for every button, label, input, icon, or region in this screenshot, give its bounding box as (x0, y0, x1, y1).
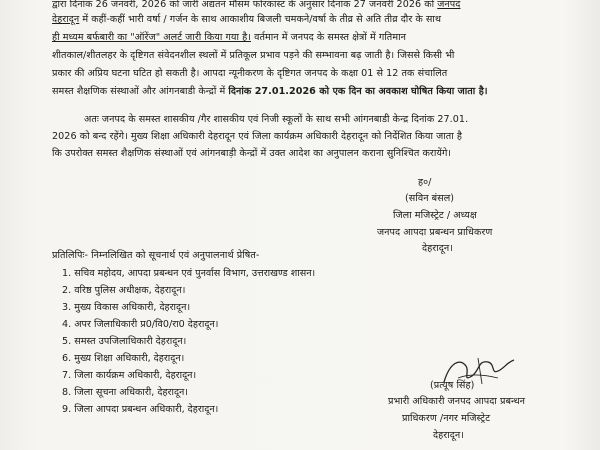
signatory2-place: देहरादून। (433, 430, 464, 441)
copy-to-item: 9. जिला आपदा प्रबन्धन अधिकारी, देहरादून। (62, 404, 219, 415)
signatory1-name: (सविन बंसल) (405, 193, 455, 204)
para1-line4: शीतकाल/शीतलहर के दृष्टिगत संवेदनशील स्थलों में प्रतिकूल प्रभाव पड़ने की सम्भावना बढ़ जाती है। जिससे किसी भी (52, 50, 455, 61)
copy-to-item: 3. मुख्य विकास अधिकारी, देहरादून। (62, 302, 191, 313)
signatory2-name: (प्रत्यूष सिंह) (430, 380, 475, 391)
para1-dehradun-underlined: देहरादून (52, 14, 80, 25)
copy-to-item: 6. मुख्य शिक्षा अधिकारी, देहरादून। (62, 353, 185, 364)
para1-line6 (52, 86, 488, 98)
para2-line3: कि उपरोक्त समस्त शैक्षणिक संस्थाओं एवं आंगनबाड़ी केन्द्रों में उक्त आदेश का अनुपालन कराना सुनिश्चित करायेंगे। (52, 148, 452, 159)
copy-to-item: 7. जिला कार्यक्रम अधिकारी, देहरादून। (62, 370, 197, 381)
copy-to-item: 2. वरिष्ठ पुलिस अधीक्षक, देहरादून। (62, 285, 186, 296)
copy-to-item: 8. जिला सूचना अधिकारी, देहरादून। (62, 387, 189, 398)
orange-alert-text: ही मध्यम बर्फबारी का "ऑरेंज" अलर्ट जारी किया गया है। (52, 32, 251, 43)
para1-line3 (52, 32, 406, 44)
holiday-declaration: दिनांक 27.01.2026 को एक दिन का अवकाश घोषित किया जाता है। (228, 86, 488, 97)
para1-line2 (52, 14, 441, 26)
copy-to-item: 1. सचिव महोदय, आपदा प्रबन्धन एवं पुनर्वास विभाग, उत्तराखण्ड शासन। (62, 268, 316, 279)
para1-line5: प्रकार की अप्रिय घटना घटित हो सकती है। आपदा न्यूनीकरण के दृष्टिगत जनपद के कक्षा 01 से 12 तक संचालित (52, 68, 448, 79)
signatory1-designation: जिला मजिस्ट्रेट / अध्यक्ष (393, 210, 477, 221)
copy-to-item: 4. अपर जिलाधिकारी प्र0/वि0/रा0 देहरादून। (62, 319, 219, 330)
signatory2-designation: प्रभारी अधिकारी जनपद आपदा प्रबन्धन (388, 396, 526, 407)
signatory1-place: देहरादून। (422, 243, 453, 254)
para1-line2-text: में कहीं-कहीं भारी वर्षा / गर्जन के साथ आकाशीय बिजली चमकने/वर्षा के तीव्र से अति तीव्र दौर के साथ (79, 14, 442, 25)
para1-line6-text: समस्त शैक्षणिक संस्थाओं और आंगनबाडी केन्द्रों में (52, 86, 229, 97)
signatory2-authority: प्राधिकरण /नगर मजिस्ट्रेट (402, 413, 491, 424)
para1-district-underlined: जनपद (437, 0, 461, 10)
copy-to-heading: प्रतिलिपिः- निम्नलिखित को सूचनार्थ एवं अनुपालनार्थ प्रेषित- (52, 250, 260, 261)
copy-to-item: 5. समस्त उपजिलाधिकारी देहरादून। (62, 336, 187, 347)
para1-line1-text: द्वारा दिनांक 26 जनवरी, 2026 को जारी अद्यतन मौसम फोरकास्ट के अनुसार दिनांक 27 जनवरी 2026 को (52, 0, 438, 10)
signed-mark: ह०/ (418, 177, 432, 188)
para1-line3-text: वर्तमान में जनपद के समस्त क्षेत्रों में गतिमान (250, 32, 406, 43)
para2-line2: 2026 को बन्द रहेंगे। मुख्य शिक्षा अधिकारी देहरादून एवं जिला कार्यक्रम अधिकारी देहरादून को निर्देशित किया जाता है (52, 131, 463, 142)
signatory1-authority: जनपद आपदा प्रबन्धन प्राधिकरण (377, 227, 493, 238)
para2-line1: अतः जनपद के समस्त शासकीय /गैर शासकीय एवं निजी स्कूलों के साथ सभी आंगनबाडी केन्द्र दिनांक 27.01. (84, 114, 469, 125)
para1-line1 (52, 0, 460, 11)
